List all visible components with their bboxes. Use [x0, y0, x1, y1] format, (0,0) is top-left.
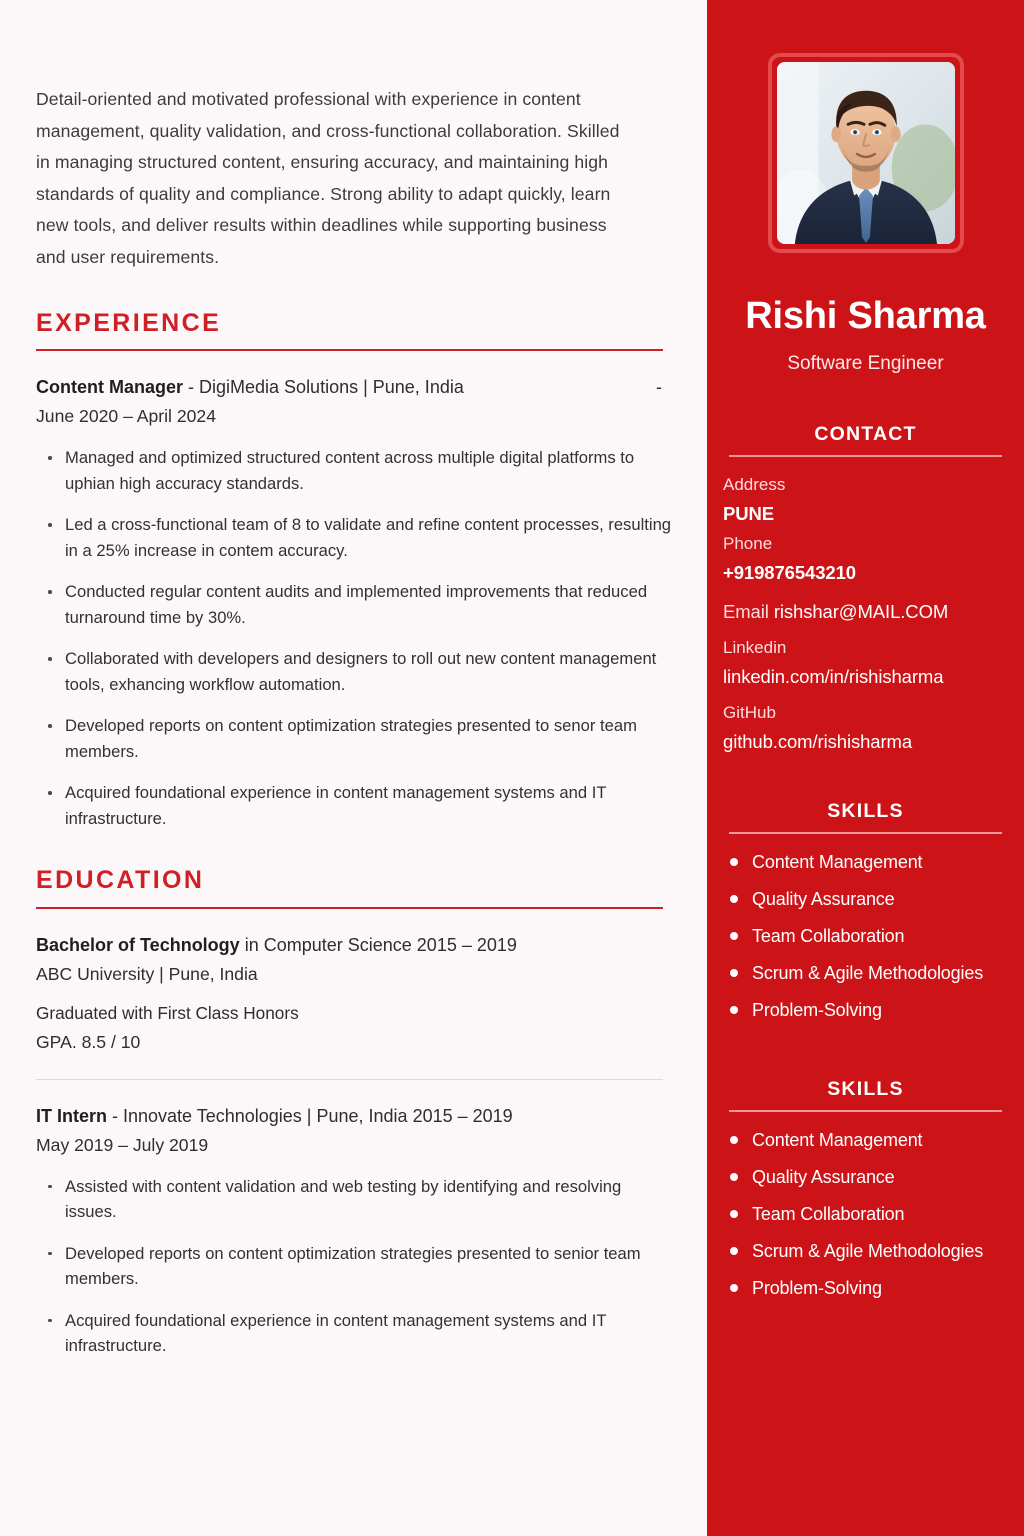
education-years: 2015 – 2019 — [416, 934, 517, 955]
education-gpa: GPA. 8.5 / 10 — [36, 1031, 141, 1052]
skills-section-1 — [707, 800, 1024, 1035]
list-item: Problem-Solving — [727, 1276, 1016, 1300]
contact-linkedin-value[interactable]: linkedin.com/in/rishisharma — [723, 665, 944, 687]
job-title: Software Engineer — [787, 353, 944, 374]
education-entry-internship — [36, 1102, 672, 1359]
list-item: Quality Assurance — [727, 887, 1016, 911]
contact-github-label: GitHub — [723, 702, 776, 722]
section-title-experience: EXPERIENCE — [36, 308, 222, 337]
list-item: Collaborated with developers and designers to roll out new content management tools, exhancing workflow automation. — [36, 646, 672, 697]
contact-phone-value[interactable]: +919876543210 — [723, 561, 856, 583]
list-item: Content Management — [727, 1128, 1016, 1152]
contact-linkedin-label: Linkedin — [723, 637, 787, 657]
list-item: Assisted with content validation and web testing by identifying and resolving issues. — [36, 1174, 672, 1225]
list-item: Quality Assurance — [727, 1165, 1016, 1189]
section-rule-skills-2 — [729, 1110, 1002, 1112]
section-rule-education — [36, 907, 663, 909]
education-divider — [36, 1079, 663, 1080]
contact-github-value[interactable]: github.com/rishisharma — [723, 730, 913, 752]
internship-dates: May 2019 – July 2019 — [36, 1134, 209, 1155]
contact-email-row[interactable] — [723, 596, 1010, 627]
section-title-education: EDUCATION — [36, 866, 205, 895]
portrait-photo-icon — [777, 62, 955, 244]
experience-company: - DigiMedia Solutions | Pune, India — [183, 377, 464, 398]
experience-entry — [36, 373, 672, 831]
experience-right-mark: - — [656, 377, 662, 398]
sidebar — [707, 0, 1024, 1536]
section-title-skills-1: SKILLS — [827, 800, 904, 822]
experience-role: Content Manager — [36, 377, 184, 398]
contact-phone-label: Phone — [723, 533, 773, 553]
skills-section-2 — [707, 1078, 1024, 1313]
education-school: ABC University | Pune, India — [36, 963, 258, 984]
education-degree: Bachelor of Technology — [36, 934, 240, 955]
section-rule-experience — [36, 349, 663, 351]
list-item: Acquired foundational experience in content management systems and IT infrastructure. — [36, 1308, 672, 1359]
avatar-frame — [768, 53, 964, 253]
list-item: Acquired foundational experience in content management systems and IT infrastructure. — [36, 780, 672, 831]
contact-list — [707, 470, 1024, 757]
experience-entry-header — [36, 373, 672, 402]
internship-entry-header — [36, 1102, 672, 1131]
skills-list-1 — [707, 850, 1024, 1022]
experience-bullet-list — [36, 445, 672, 831]
contact-address-value: PUNE — [723, 502, 774, 524]
internship-role: IT Intern — [36, 1105, 107, 1126]
list-item: Problem-Solving — [727, 998, 1016, 1022]
section-rule-skills-1 — [729, 832, 1002, 834]
education-entry-degree — [36, 931, 672, 1057]
education-field: in Computer Science — [239, 934, 412, 955]
internship-company: - Innovate Technologies | Pune, India — [107, 1105, 408, 1126]
list-item: Scrum & Agile Methodologies — [727, 1239, 1016, 1263]
list-item: Scrum & Agile Methodologies — [727, 961, 1016, 985]
education-entry-header — [36, 931, 672, 960]
list-item: Conducted regular content audits and implemented improvements that reduced turnaround time by 30%. — [36, 579, 672, 630]
internship-years: 2015 – 2019 — [412, 1105, 513, 1126]
list-item: Managed and optimized structured content across multiple digital platforms to uphian high accuracy standards. — [36, 445, 672, 496]
list-item: Led a cross-functional team of 8 to validate and refine content processes, resulting in a 25% increase in contem accuracy. — [36, 512, 672, 563]
skills-list-2 — [707, 1128, 1024, 1300]
list-item: Developed reports on content optimization strategies presented to senor team members. — [36, 713, 672, 764]
avatar — [777, 62, 955, 244]
list-item: Team Collaboration — [727, 924, 1016, 948]
contact-email-label: Email — [723, 600, 769, 622]
list-item: Developed reports on content optimization strategies presented to senior team members. — [36, 1241, 672, 1292]
education-honors: Graduated with First Class Honors — [36, 1002, 299, 1023]
contact-email-value[interactable]: rishshar@MAIL.COM — [773, 600, 949, 622]
experience-dates: June 2020 – April 2024 — [36, 406, 216, 427]
internship-bullet-list — [36, 1174, 672, 1359]
section-title-skills-2: SKILLS — [827, 1078, 904, 1100]
professional-summary: Detail-oriented and motivated professional with experience in content management, quality validation, and cross-functional collaboration. Skilled in managing structured content, ensuring accuracy, and maintaining high standards of quality and compliance. Strong ability to adapt quickly, learn new tools, and deliver results within deadlines while supporting business and user requirements. — [36, 89, 620, 267]
contact-address-label: Address — [723, 474, 786, 494]
contact-section — [707, 423, 1024, 757]
section-rule-contact — [729, 455, 1002, 457]
list-item: Content Management — [727, 850, 1016, 874]
list-item: Team Collaboration — [727, 1202, 1016, 1226]
section-title-contact: CONTACT — [814, 423, 917, 445]
page-title: Rishi Sharma — [745, 295, 986, 337]
